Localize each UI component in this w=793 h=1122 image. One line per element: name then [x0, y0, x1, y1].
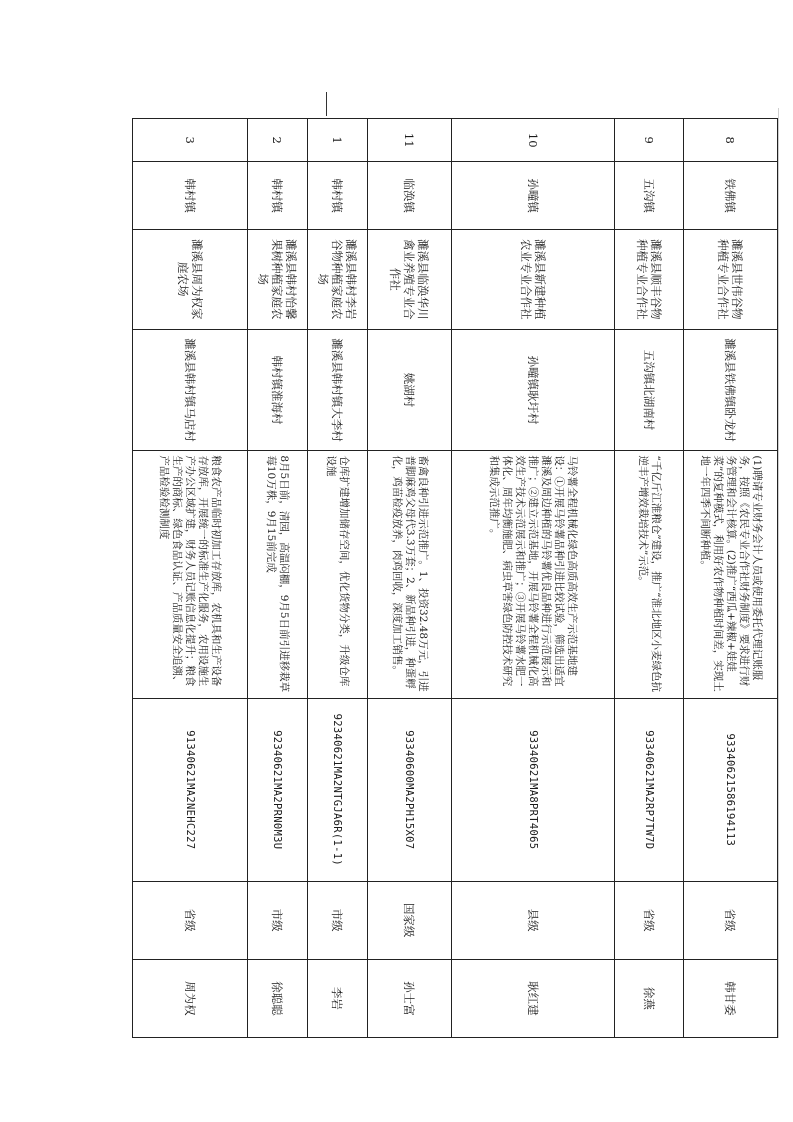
cell-no: 1	[307, 119, 367, 162]
cell-contact-person: 孙士富	[367, 959, 451, 1037]
cell-town: 韩村镇	[247, 162, 307, 229]
cell-location: 孙疃镇耿圩村	[451, 329, 614, 451]
cell-contact-person: 韩甘委	[683, 959, 777, 1037]
cell-contact-person: 耿红建	[451, 959, 614, 1037]
cell-entity: 濉溪县世伟谷物种植专业合作社	[683, 229, 777, 329]
table-row	[683, 119, 777, 1038]
cell-credit-code: 92340621MA2PRN0M3U	[247, 699, 307, 881]
cell-entity: 濉溪县韩村怡馨果树种植家庭农场	[247, 229, 307, 329]
cell-no: 10	[451, 119, 614, 162]
cell-location: 姚湖村	[367, 329, 451, 451]
cell-level: 省级	[614, 881, 683, 959]
table-row	[451, 119, 614, 1038]
cell-description: 粮食农产品临时初加工存放库，农机具和生产设备存放库，开展统一的标准生产化服务，农用设施生产办公区域扩建，财务人员记账信息化提升；粮食生产的商标、绿色食品认证、产品质量安全追溯、产品检验检测制度	[133, 451, 248, 699]
cell-entity: 濉溪县顺丰谷物种植专业合作社	[614, 229, 683, 329]
cell-town: 临涣镇	[367, 162, 451, 229]
table-row	[307, 119, 367, 1038]
cell-contact-person: 李岩	[307, 959, 367, 1037]
cell-location: 韩村镇淮海村	[247, 329, 307, 451]
cell-description: 仓库扩建增加储存空间，优化货物分类，升级仓库设施	[307, 451, 367, 699]
cell-location: 五沟镇北湖南村	[614, 329, 683, 451]
cell-level: 市级	[307, 881, 367, 959]
cell-no: 8	[683, 119, 777, 162]
cell-no: 11	[367, 119, 451, 162]
cell-entity: 濉溪县韩村李岩谷物种植家庭农场	[307, 229, 367, 329]
cell-location: 濉溪县铁佛镇卧龙村	[683, 329, 777, 451]
cell-credit-code: 93340600MA2PH15X07	[367, 699, 451, 881]
cell-no: 2	[247, 119, 307, 162]
cell-town: 韩村镇	[307, 162, 367, 229]
cell-entity: 濉溪县周为权家庭农场	[133, 229, 248, 329]
cell-credit-code: 92340621MA2NTGJA6R(1-1)	[307, 699, 367, 881]
cell-no: 9	[614, 119, 683, 162]
cell-contact-person: 徐聪聪	[247, 959, 307, 1037]
table-row	[614, 119, 683, 1038]
table-body	[133, 119, 778, 1038]
cell-no: 3	[133, 119, 248, 162]
cell-location: 濉溪县韩村镇马店村	[133, 329, 248, 451]
scan-mark	[326, 92, 327, 116]
cell-entity: 濉溪县临涣华川禽业养殖专业合作社	[367, 229, 451, 329]
table-row	[133, 119, 248, 1038]
cell-level: 县级	[451, 881, 614, 959]
cell-description: (1)聘请专业财务会计人员或使用委托代理记账服务，按照《农民专业合作社财务制度》要求进行财务管理和会计核算。(2)推广“西瓜+辣椒+娃娃菜”的复种模式，利用好农作物种植时间差，实现土地一年四季不间断种植。	[683, 451, 777, 699]
rotated-table-wrapper	[132, 118, 778, 1038]
table-row	[247, 119, 307, 1038]
cell-level: 市级	[247, 881, 307, 959]
cell-town: 孙疃镇	[451, 162, 614, 229]
table-row	[367, 119, 451, 1038]
cell-level: 国家级	[367, 881, 451, 959]
cell-description: 8月5日前，清园，高温闷棚，9月5日前引进移栽草莓10万株，9月15前完成	[247, 451, 307, 699]
cell-description: 马铃薯全程机械化绿色高质高效生产示范基地建设：①开展马铃薯品种引进比较试验，筛选出适宜濉溪及周边种植的马铃薯优良品种进行示范展示和推广；②建立示范基地，开展马铃薯全程机械化高效生产技术示范展示和推广；③开展马铃薯水肥一体化、周年均衡施肥、病虫草害绿色防控技术研究和集成示范推广。	[451, 451, 614, 699]
cell-level: 省级	[683, 881, 777, 959]
project-table	[132, 118, 778, 1038]
cell-town: 五沟镇	[614, 162, 683, 229]
cell-contact-person: 周为权	[133, 959, 248, 1037]
cell-town: 韩村镇	[133, 162, 248, 229]
cell-credit-code: 93340621MA2RP7TW7D	[614, 699, 683, 881]
cell-description: 畜禽良种引进示范推广。1、投资32.48万元，引进普脚麻鸡父母代3.3万套；2、新品种引进，种蛋孵化，鸡苗检疫放养，肉鸡回收，深度加工销售。	[367, 451, 451, 699]
cell-contact-person: 徐燕	[614, 959, 683, 1037]
cell-town: 铁佛镇	[683, 162, 777, 229]
cell-location: 濉溪县韩村镇大李村	[307, 329, 367, 451]
cell-credit-code: 93340621586194113	[683, 699, 777, 881]
cell-description: “千亿斤江淮粮仓”建设，推广“淮北地区小麦绿色抗逆丰产增效栽培技术”示范。	[614, 451, 683, 699]
cell-entity: 濉溪县新建种植农业专业合作社	[451, 229, 614, 329]
cell-credit-code: 93340621MA8PRT4065	[451, 699, 614, 881]
cell-level: 省级	[133, 881, 248, 959]
scan-edge	[778, 108, 779, 1038]
cell-credit-code: 91340621MA2NEHC227	[133, 699, 248, 881]
